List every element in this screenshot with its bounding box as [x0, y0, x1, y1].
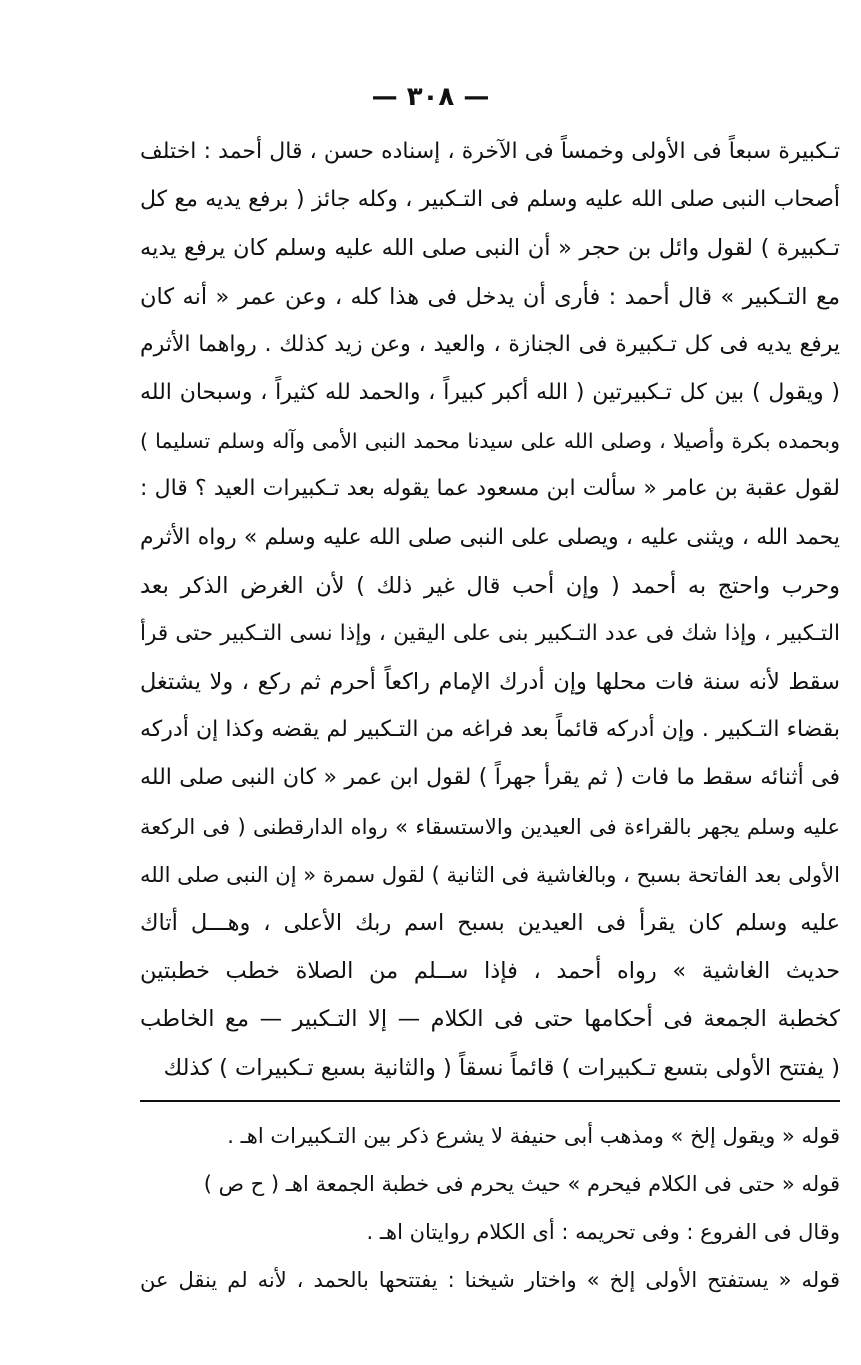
text-line: بقضاء التـكبير . وإن أدركه قائماً بعد فراغه من التـكبير لم يقضه وكذا إن أدركه	[140, 717, 840, 743]
footnote-separator	[140, 1100, 840, 1102]
text-line: يرفع يديه فى كل تـكبيرة فى الجنازة ، والعيد ، وعن زيد كذلك . رواهما الأثرم	[140, 331, 840, 357]
page-number: — ٣٠٨ —	[371, 82, 490, 112]
text-line: يحمد الله ، ويثنى عليه ، ويصلى على النبى صلى الله عليه وسلم » رواه الأثرم	[140, 524, 840, 550]
footnote-line: قوله « ويقول إلخ » ومذهب أبى حنيفة لا يشرع ذكر بين التـكبيرات اهـ .	[227, 1124, 840, 1148]
text-line: مع التـكبير » قال أحمد : فأرى أن يدخل فى هذا كله ، وعن عمر « أنه كان	[140, 283, 840, 310]
text-line: لقول عقبة بن عامر « سألت ابن مسعود عما يقوله بعد تـكبيرات العيد ؟ قال :	[140, 476, 840, 502]
text-line: سقط لأنه سنة فات محلها وإن أدرك الإمام راكعاً أحرم ثم ركع ، ولا يشتغل	[140, 669, 840, 696]
text-line: التـكبير ، وإذا شك فى عدد التـكبير بنى على اليقين ، وإذا نسى التـكبير حتى قرأ	[140, 620, 840, 646]
footnote-line: قوله « حتى فى الكلام فيحرم » حيث يحرم فى خطبة الجمعة اهـ ( ح ص )	[203, 1172, 840, 1196]
text-line: كخطبة الجمعة فى أحكامها حتى فى الكلام — إلا التـكبير — مع الخاطب	[140, 1006, 840, 1033]
text-line: وبحمده بكرة وأصيلا ، وصلى الله على سيدنا محمد النبى الأمى وآله وسلم تسليما )	[140, 429, 840, 454]
text-line: عليه وسلم كان يقرأ فى العيدين بسبح اسم ربك الأعلى ، وهـــل أتاك	[140, 910, 840, 936]
text-line: حديث الغاشية » رواه أحمد ، فإذا ســلم من الصلاة خطب خطبتين	[140, 958, 840, 985]
footnote-line: قوله « يستفتح الأولى إلخ » واختار شيخنا : يفتتحها بالحمد ، لأنه لم ينقل عن	[140, 1268, 840, 1292]
text-line: تـكبيرة سبعاً فى الأولى وخمساً فى الآخرة ، إسناده حسن ، قال أحمد : اختلف	[140, 139, 840, 164]
text-line: أصحاب النبى صلى الله عليه وسلم فى التـكبير ، وكله جائز ( برفع يديه مع كل	[140, 187, 840, 213]
text-line: الأولى بعد الفاتحة بسبح ، وبالغاشية فى الثانية ) لقول سمرة « إن النبى صلى الله	[140, 862, 840, 887]
text-line: فى أثنائه سقط ما فات ( ثم يقرأ جهراً ) لقول ابن عمر « كان النبى صلى الله	[140, 765, 840, 791]
footnotes-block	[140, 1112, 840, 1304]
text-line: عليه وسلم يجهر بالقراءة فى العيدين والاستسقاء » رواه الدارقطنى ( فى الركعة	[140, 814, 840, 839]
text-line: ( يفتتح الأولى بتسع تـكبيرات ) قائماً نسقاً ( والثانية بسبع تـكبيرات ) كذلك	[163, 1054, 840, 1081]
text-line: ( ويقول ) بين كل تـكبيرتين ( الله أكبر كبيراً ، والحمد لله كثيراً ، وسبحان الله	[140, 379, 840, 405]
footnote-line: وقال فى الفروع : وفى تحريمه : أى الكلام روايتان اهـ .	[366, 1220, 840, 1244]
text-line: تـكبيرة ) لقول وائل بن حجر « أن النبى صلى الله عليه وسلم كان يرفع يديه	[140, 235, 840, 262]
main-text-block	[140, 128, 840, 1092]
text-line: وحرب واحتج به أحمد ( وإن أحب قال غير ذلك ) لأن الغرض الذكر بعد	[140, 572, 840, 599]
